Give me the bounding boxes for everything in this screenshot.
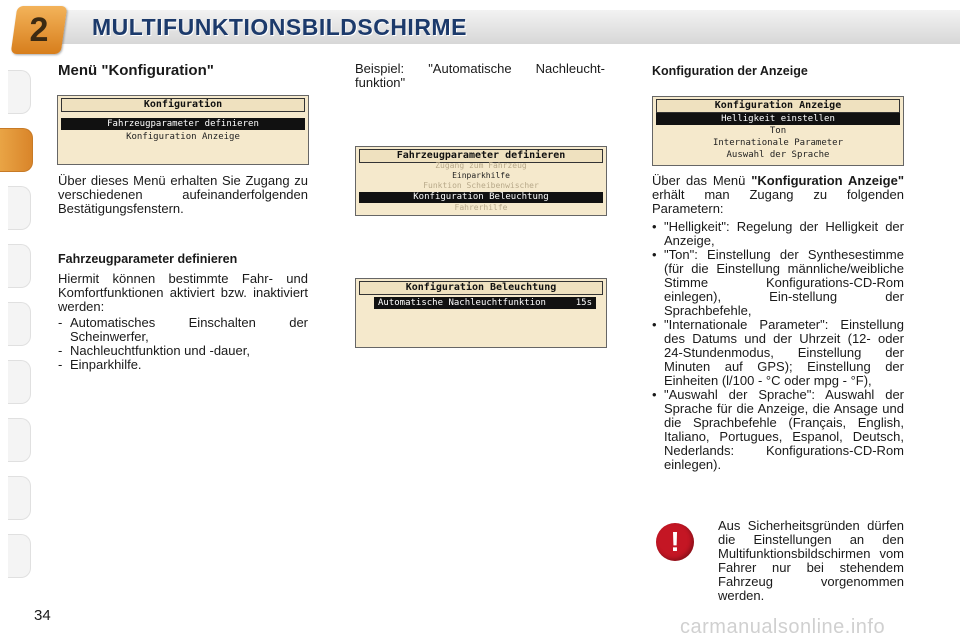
screen-row: Konfiguration Anzeige bbox=[126, 132, 240, 142]
list-item: - Automatisches Einschalten der Scheinwerfer, bbox=[58, 316, 308, 344]
screen-row: Internationale Parameter bbox=[712, 138, 844, 148]
list-item: • "Ton": Einstellung der Synthesestimme (für die Einstellung männliche/weibliche Stimme Konfigurations-CD-Rom einlegen), Ein-stellung der Sprachbefehle, bbox=[652, 248, 904, 318]
warning-icon bbox=[656, 523, 694, 561]
warning-text: Aus Sicherheitsgründen dürfen die Einstellungen an den Multifunktionsbildschirmen vom Fahrer nur bei stehendem Fahrzeug vorgenommen werden. bbox=[718, 518, 904, 603]
chapter-tab[interactable] bbox=[8, 360, 31, 404]
intro-paragraph bbox=[652, 174, 904, 216]
screen-row: Auswahl der Sprache bbox=[726, 150, 830, 160]
chapter-tab[interactable] bbox=[8, 418, 31, 462]
intro-bold: "Konfiguration Anzeige" bbox=[751, 173, 904, 188]
chapter-tab[interactable] bbox=[8, 186, 31, 230]
screen-row: Zugang zum Fahrzeug bbox=[435, 161, 527, 170]
list-item: • "Auswahl der Sprache": Auswahl der Sprache für die Anzeige, die Ansage und die Sprachbefehle (Français, English, Italiano, Portugues, Espanol, Deutsch, Nederlands: Konfigurations-CD-Rom einlegen). bbox=[652, 388, 904, 472]
display-konfiguration bbox=[57, 95, 309, 165]
screen-title: Konfiguration bbox=[61, 98, 305, 112]
intro-paragraph: Über dieses Menü erhalten Sie Zugang zu verschiedenen aufeinanderfolgenden Bestätigungsfenstern. bbox=[58, 173, 308, 216]
list-item: - Einparkhilfe. bbox=[58, 358, 308, 372]
chapter-tab[interactable] bbox=[8, 244, 31, 288]
column-right-text bbox=[652, 174, 904, 472]
screen-row-selected: Helligkeit einstellen bbox=[656, 113, 900, 125]
chapter-badge bbox=[11, 6, 68, 54]
column-right bbox=[652, 64, 904, 78]
list-item: • "Helligkeit": Regelung der Helligkeit der Anzeige, bbox=[652, 220, 904, 248]
column-middle bbox=[355, 62, 605, 90]
example-caption: Beispiel: "Automatische Nachleucht-funktion" bbox=[355, 61, 605, 90]
chapter-tab[interactable] bbox=[8, 70, 31, 114]
screen-row: Einparkhilfe bbox=[452, 171, 510, 180]
chapter-number: 2 bbox=[29, 11, 49, 49]
screen-row: Ton bbox=[769, 126, 787, 136]
warning-box bbox=[718, 519, 904, 603]
screen-row-selected: Konfiguration Beleuchtung bbox=[359, 192, 603, 203]
column-left bbox=[58, 64, 308, 78]
page-number: 34 bbox=[34, 607, 51, 624]
chapter-tab[interactable] bbox=[8, 302, 31, 346]
list-item: - Nachleuchtfunktion und -dauer, bbox=[58, 344, 308, 358]
list-item: • "Internationale Parameter": Einstellung des Datums und der Uhrzeit (12- oder 24-Stundenmodus, Einstellung der Minuten auf GPS); Einstellung der Einheiten (l/100 - °C oder mpg - °F), bbox=[652, 318, 904, 388]
chapter-tabs bbox=[0, 70, 30, 570]
watermark: carmanualsonline.info bbox=[680, 616, 886, 638]
section-heading: Konfiguration der Anzeige bbox=[652, 64, 808, 78]
intro-prefix: Über das Menü bbox=[652, 173, 746, 188]
intro-suffix: erhält man Zugang zu folgenden Parametern: bbox=[652, 187, 904, 216]
exclamation-icon: ! bbox=[670, 526, 680, 557]
screen-title: Konfiguration Beleuchtung bbox=[359, 281, 603, 295]
setting-value: 15s bbox=[575, 298, 592, 308]
chapter-tab[interactable] bbox=[8, 534, 31, 578]
parameter-list bbox=[652, 220, 904, 472]
display-konfiguration-anzeige bbox=[652, 96, 904, 166]
function-list bbox=[58, 316, 308, 372]
sub-paragraph: Hiermit können bestimmte Fahr- und Komfortfunktionen aktiviert bzw. inaktiviert werden: bbox=[58, 271, 308, 314]
setting-label: Automatische Nachleuchtfunktion bbox=[378, 298, 546, 308]
column-left-text bbox=[58, 174, 308, 372]
display-fahrzeugparameter bbox=[355, 146, 607, 216]
screen-row: Fahrerhilfe bbox=[454, 203, 508, 212]
page-title: MULTIFUNKTIONSBILDSCHIRME bbox=[92, 14, 467, 40]
chapter-tab-active[interactable] bbox=[0, 128, 33, 172]
screen-title: Fahrzeugparameter definieren bbox=[359, 149, 603, 163]
display-beleuchtung bbox=[355, 278, 607, 348]
chapter-tab[interactable] bbox=[8, 476, 31, 520]
section-heading: Menü "Konfiguration" bbox=[58, 62, 214, 79]
screen-row-selected: Fahrzeugparameter definieren bbox=[61, 118, 305, 130]
sub-heading: Fahrzeugparameter definieren bbox=[58, 252, 238, 266]
screen-row-selected bbox=[374, 297, 596, 309]
screen-title: Konfiguration Anzeige bbox=[656, 99, 900, 113]
page-header bbox=[0, 0, 960, 49]
screen-row: Funktion Scheibenwischer bbox=[423, 181, 539, 190]
